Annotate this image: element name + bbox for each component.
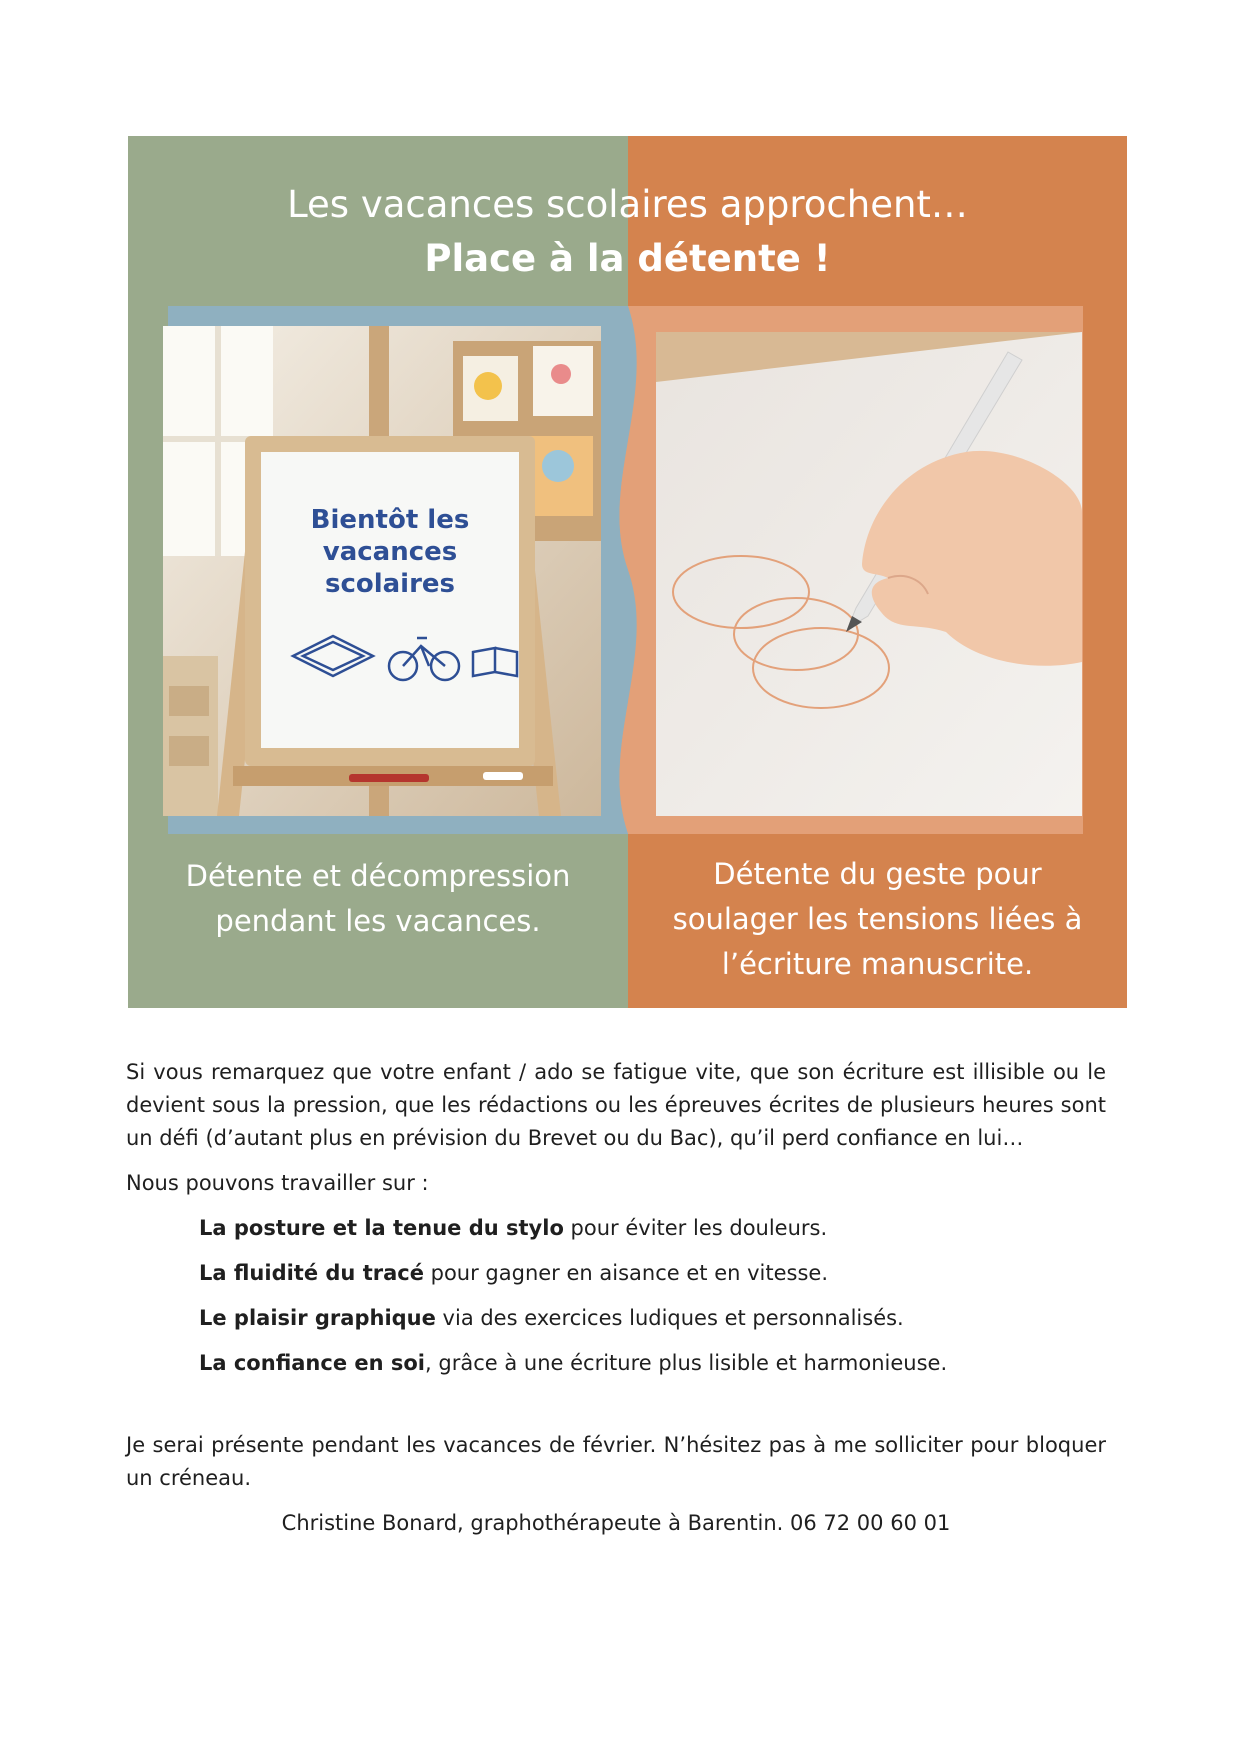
left-caption-line2: pendant les vacances. (215, 904, 541, 938)
left-caption (128, 854, 628, 944)
board-text-line3: scolaires (324, 569, 456, 599)
headline-subtitle: Place à la détente ! (424, 237, 831, 280)
list-lead: Nous pouvons travailler sur : (126, 1171, 429, 1195)
easel-illustration (163, 326, 601, 816)
list-item-title: La confiance en soi (199, 1351, 426, 1375)
flyer-body (126, 1056, 1106, 1540)
flyer-banner (128, 136, 1127, 1008)
left-caption-line1: Détente et décompression (185, 859, 571, 893)
banner-wave-divider (598, 306, 658, 834)
list-item-text: via des exercices ludiques et personnalisés. (435, 1306, 904, 1330)
right-caption (628, 852, 1127, 987)
signature-line: Christine Bonard, graphothérapeute à Barentin. 06 72 00 60 01 (281, 1511, 951, 1535)
availability-paragraph: Je serai présente pendant les vacances de février. N’hésitez pas à me solliciter pour bloquer un créneau. (126, 1433, 1106, 1490)
right-caption-line3: l’écriture manuscrite. (721, 947, 1034, 981)
board-text-line2: vacances (322, 537, 458, 567)
easel-photo (163, 326, 601, 816)
list-item-text: , grâce à une écriture plus lisible et harmonieuse. (425, 1351, 948, 1375)
list-item-pleasure (199, 1302, 1106, 1335)
handwriting-photo (656, 332, 1082, 816)
list-item-title: Le plaisir graphique (199, 1306, 436, 1330)
right-caption-line1: Détente du geste pour (713, 857, 1042, 891)
list-item-confidence (199, 1347, 1106, 1380)
list-item-title: La posture et la tenue du stylo (199, 1216, 564, 1240)
list-item-title: La fluidité du tracé (199, 1261, 424, 1285)
right-caption-line2: soulager les tensions liées à (672, 902, 1083, 936)
banner-headline (128, 178, 1127, 286)
intro-paragraph: Si vous remarquez que votre enfant / ado se fatigue vite, que son écriture est illisible ou le devient sous la pression, que les rédactions ou les épreuves écrites de plusieurs heures sont un défi (d’autant plus en prévision du Brevet ou du Bac), qu’il perd confiance en lui… (126, 1060, 1106, 1150)
list-item-posture (199, 1212, 1106, 1245)
list-item-text: pour éviter les douleurs. (563, 1216, 828, 1240)
handwriting-illustration (656, 332, 1082, 816)
list-item-text: pour gagner en aisance et en vitesse. (423, 1261, 828, 1285)
board-text-line1: Bientôt les (310, 505, 470, 535)
list-item-fluidity (199, 1257, 1106, 1290)
headline-title: Les vacances scolaires approchent… (287, 183, 968, 226)
